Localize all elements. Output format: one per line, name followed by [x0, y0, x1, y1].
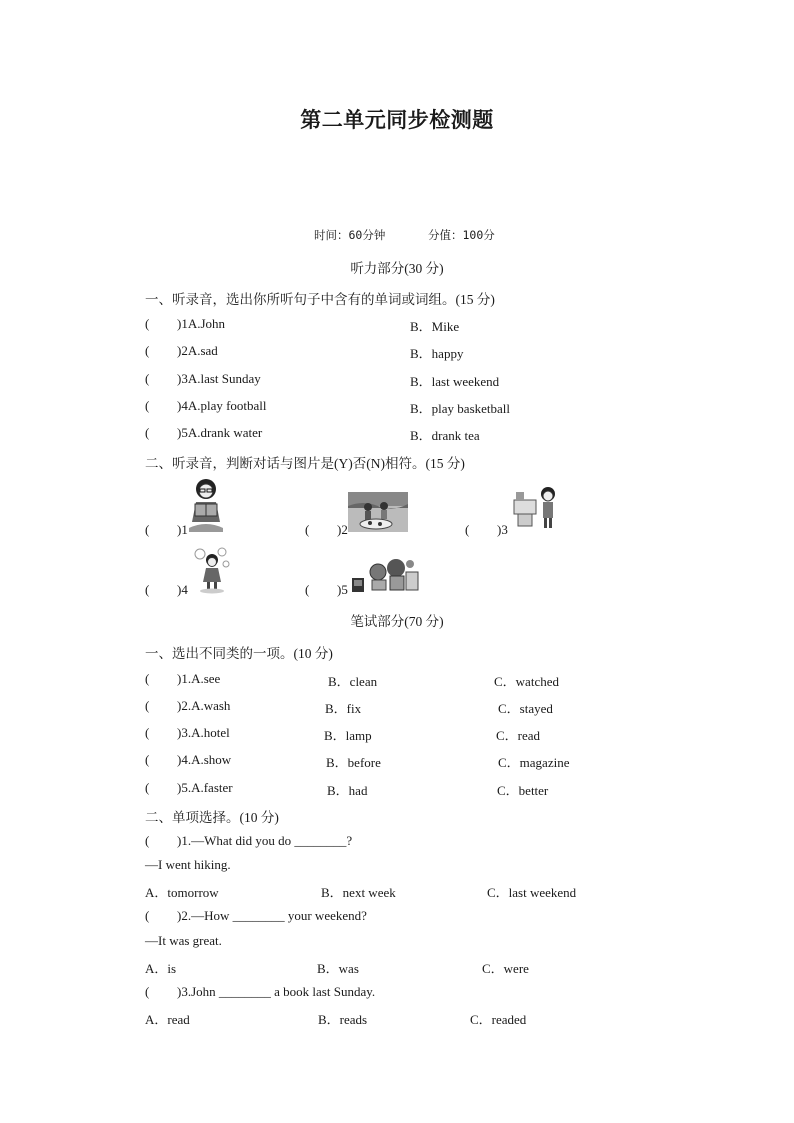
answer-blank[interactable]: ( — [305, 582, 310, 597]
option-a: )1.A.see — [177, 671, 221, 686]
question-2 — [145, 908, 367, 924]
option-b: B．play basketball — [410, 401, 511, 416]
reply-text: —I went hiking. — [145, 857, 231, 872]
children-picnic-picture — [348, 492, 408, 532]
question-text: )1.—What did you do ________? — [177, 833, 353, 848]
answer-blank[interactable]: ( — [145, 425, 150, 440]
option-b: B．drank tea — [410, 428, 480, 443]
option-a: )3.A.hotel — [177, 725, 230, 740]
option-c: C．watched — [494, 674, 559, 689]
option-b: B．before — [326, 755, 381, 770]
option-b: B．had — [327, 783, 368, 798]
answer-blank[interactable]: ( — [145, 522, 150, 537]
objects-pile-picture — [350, 554, 420, 594]
item-number: )2 — [337, 522, 348, 537]
option-c: C．read — [496, 728, 541, 743]
option-a: )5A.drank water — [177, 425, 263, 440]
option-a: )3A.last Sunday — [177, 371, 261, 386]
girl-reading-picture — [187, 478, 225, 534]
option-b: B．fix — [325, 701, 362, 716]
answer-blank[interactable]: ( — [145, 371, 150, 386]
option-b: B．last weekend — [410, 374, 500, 389]
option-c: C．last weekend — [487, 885, 577, 900]
option-b: B．happy — [410, 346, 464, 361]
answer-blank[interactable]: ( — [145, 671, 150, 686]
option-a: A．read — [145, 1012, 190, 1027]
option-a: A．tomorrow — [145, 885, 219, 900]
option-b: B．reads — [318, 1012, 368, 1027]
list-item — [145, 343, 218, 359]
list-item — [145, 752, 232, 768]
reply-text: —It was great. — [145, 933, 222, 948]
item-number: )5 — [337, 582, 348, 597]
option-b: B．lamp — [324, 728, 372, 743]
item-number: )1 — [177, 522, 188, 537]
option-c: C．readed — [470, 1012, 527, 1027]
option-a: )4A.play football — [177, 398, 267, 413]
answer-blank[interactable]: ( — [145, 833, 150, 848]
time-limit: 时间：60分钟 — [314, 228, 386, 242]
question-text: )2.—How ________ your weekend? — [177, 908, 367, 923]
page-title: 第二单元同步检测题 — [300, 108, 494, 132]
list-item — [145, 780, 233, 796]
question-1 — [145, 833, 353, 849]
list-item — [145, 698, 231, 714]
picture-item-3 — [465, 522, 508, 538]
option-b: B．clean — [328, 674, 378, 689]
girl-with-bubbles-picture — [192, 546, 232, 594]
writing-part2-title: 二、单项选择。(10 分) — [145, 810, 279, 825]
answer-blank[interactable]: ( — [145, 780, 150, 795]
picture-item-5 — [305, 582, 348, 598]
question-3 — [145, 984, 376, 1000]
option-c: C．magazine — [498, 755, 570, 770]
option-a: )2.A.wash — [177, 698, 231, 713]
picture-item-2 — [305, 522, 348, 538]
writing-header: 笔试部分(70 分) — [350, 614, 444, 629]
answer-blank[interactable]: ( — [145, 752, 150, 767]
option-b: B．was — [317, 961, 359, 976]
listening-part1-title: 一、听录音，选出你所听句子中含有的单词或词组。(15 分) — [145, 292, 495, 307]
list-item — [145, 425, 263, 441]
picture-item-1 — [145, 522, 188, 538]
listening-header: 听力部分(30 分) — [350, 261, 444, 276]
answer-blank[interactable]: ( — [145, 343, 150, 358]
option-c: C．better — [497, 783, 549, 798]
answer-blank[interactable]: ( — [145, 582, 150, 597]
option-b: B．next week — [321, 885, 396, 900]
listening-part2-title: 二、听录音，判断对话与图片是(Y)否(N)相符。(15 分) — [145, 456, 465, 471]
list-item — [145, 398, 267, 414]
list-item — [145, 725, 230, 741]
option-a: )4.A.show — [177, 752, 232, 767]
answer-blank[interactable]: ( — [145, 908, 150, 923]
option-c: C．stayed — [498, 701, 553, 716]
question-text: )3.John ________ a book last Sunday. — [177, 984, 376, 999]
answer-blank[interactable]: ( — [145, 984, 150, 999]
answer-blank[interactable]: ( — [145, 698, 150, 713]
answer-blank[interactable]: ( — [145, 316, 150, 331]
total-score: 分值：100分 — [428, 228, 495, 242]
option-a: A．is — [145, 961, 177, 976]
option-a: )2A.sad — [177, 343, 218, 358]
answer-blank[interactable]: ( — [145, 398, 150, 413]
girl-with-desk-picture — [510, 484, 560, 530]
answer-blank[interactable]: ( — [465, 522, 470, 537]
item-number: )4 — [177, 582, 188, 597]
writing-part1-title: 一、选出不同类的一项。(10 分) — [145, 646, 333, 661]
option-a: )5.A.faster — [177, 780, 233, 795]
answer-blank[interactable]: ( — [305, 522, 310, 537]
list-item — [145, 316, 226, 332]
option-b: B．Mike — [410, 319, 460, 334]
picture-item-4 — [145, 582, 188, 598]
list-item — [145, 671, 221, 687]
answer-blank[interactable]: ( — [145, 725, 150, 740]
option-c: C．were — [482, 961, 529, 976]
option-a: )1A.John — [177, 316, 226, 331]
list-item — [145, 371, 261, 387]
item-number: )3 — [497, 522, 508, 537]
